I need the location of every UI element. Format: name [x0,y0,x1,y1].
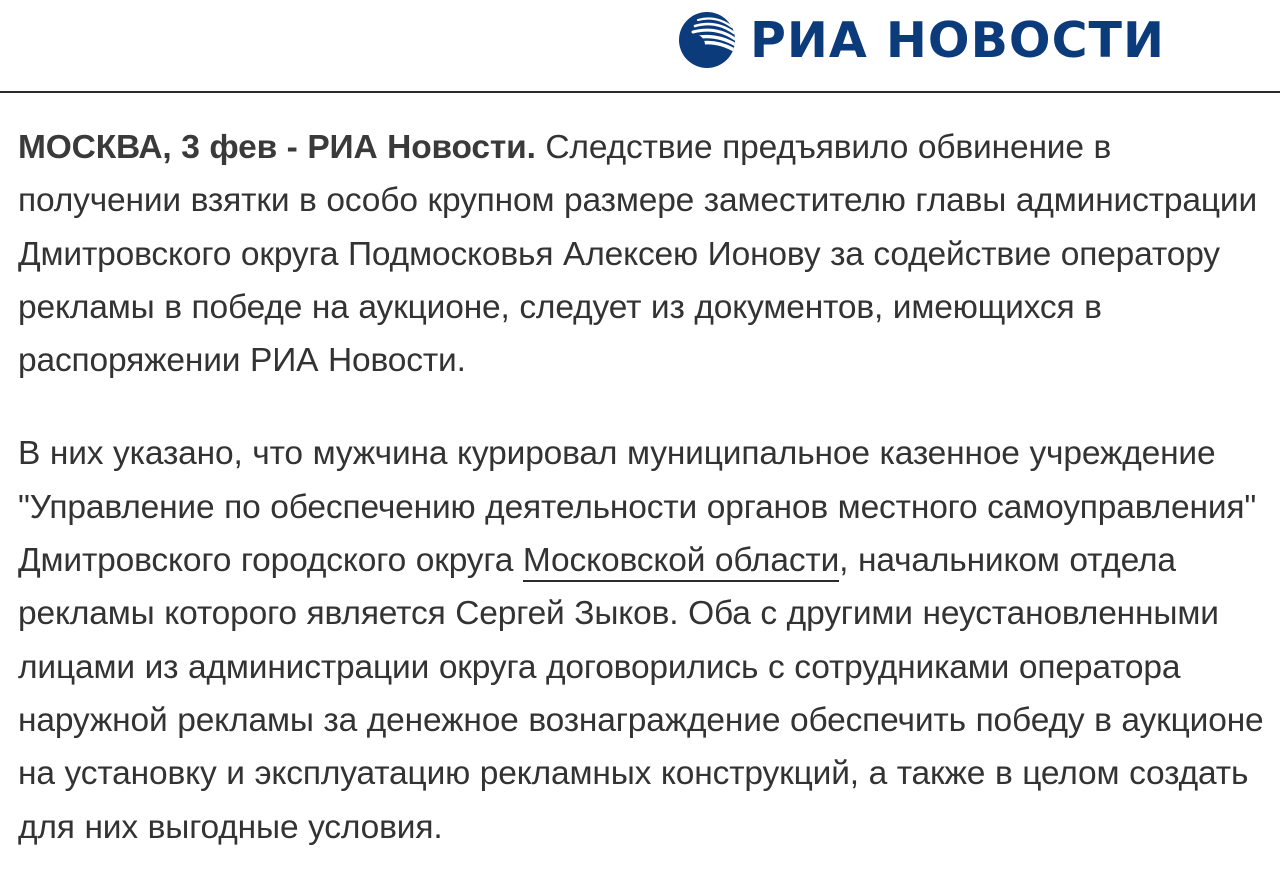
paragraph-2-text-before-link: В них указано, что мужчина курировал муниципальное казенное учреждение "Управление по обеспечению деятельности органов местного самоуправления" Дмитровского городского округа [18,435,1257,580]
paragraph-2-text-after-link: , начальником отдела рекламы которого является Сергей Зыков. Оба с другими неустановленными лицами из администрации округа договорились с сотрудниками оператора наружной рекламы за денежное вознаграждение обеспечить победу в аукционе на установку и эксплуатацию рекламных конструкций, а также в целом создать для них выгодные условия. [18,542,1264,846]
dateline: МОСКВА, 3 фев - РИА Новости. [18,129,536,166]
ria-novosti-logo[interactable] [678,10,1165,70]
article-body [18,121,1268,854]
article-paragraph-1 [18,121,1268,387]
logo-wordmark: РИА НОВОСТИ [750,11,1165,69]
site-header [0,0,1280,93]
paragraph-1-text: Следствие предъявило обвинение в получении взятки в особо крупном размере заместителю главы администрации Дмитровского округа Подмосковья Алексею Ионову за содействие оператору рекламы в победе на аукционе, следует из документов, имеющихся в распоряжении РИА Новости. [18,129,1258,380]
ria-globe-icon [678,11,736,69]
moscow-region-link[interactable]: Московской области [523,542,839,582]
article-paragraph-2 [18,427,1268,853]
